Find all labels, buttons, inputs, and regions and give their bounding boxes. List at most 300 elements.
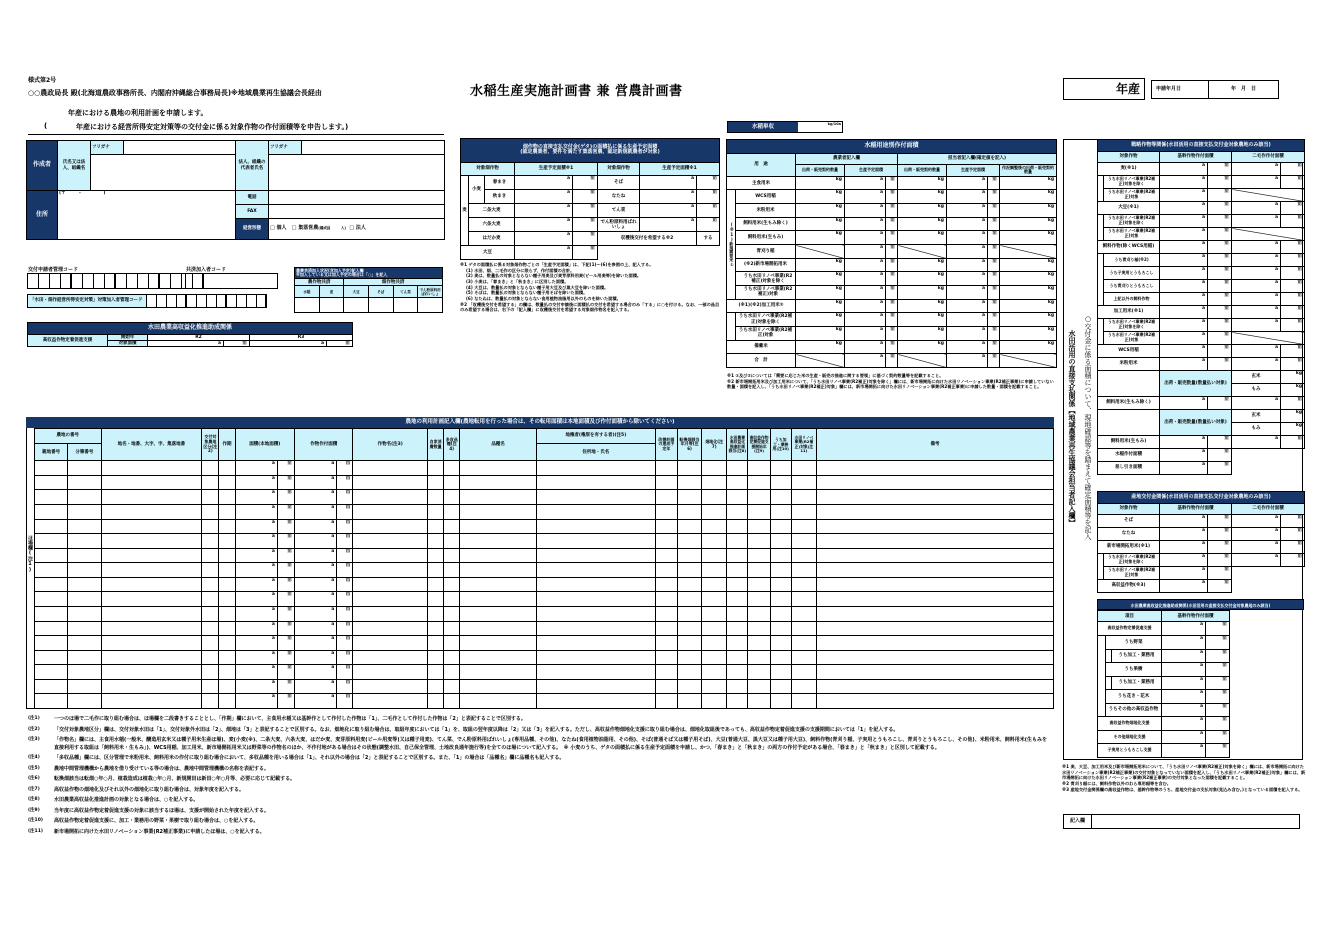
- code-digit-box[interactable]: [197, 294, 207, 308]
- land-cell[interactable]: [727, 636, 748, 651]
- land-cell[interactable]: [68, 650, 101, 665]
- code-digit-box[interactable]: [237, 294, 247, 308]
- land-cell[interactable]: [791, 461, 816, 476]
- code-digit-box[interactable]: [149, 273, 160, 289]
- land-cell[interactable]: [748, 490, 770, 505]
- land-cell[interactable]: [101, 592, 202, 607]
- land-cell[interactable]: [702, 592, 727, 607]
- land-cell[interactable]: [101, 519, 202, 534]
- geta-left-m2[interactable]: ㎡: [573, 232, 598, 246]
- kosyu-base-a[interactable]: a: [1162, 703, 1206, 717]
- senryaku-base-a[interactable]: a: [1160, 280, 1208, 293]
- kosyu-base-m2[interactable]: ㎡: [1206, 690, 1230, 704]
- land-cell[interactable]: [770, 548, 791, 563]
- senryaku-base-m2[interactable]: ㎡: [1208, 163, 1232, 176]
- suito-m2[interactable]: ㎡: [988, 272, 1000, 286]
- land-area-m2[interactable]: ㎡: [337, 679, 353, 694]
- kosyu-base-a[interactable]: a: [1162, 663, 1206, 677]
- land-cell[interactable]: [727, 606, 748, 621]
- senryaku-base-a[interactable]: a: [1160, 228, 1208, 241]
- insurance-input[interactable]: [344, 298, 369, 313]
- sanchi-second-m2[interactable]: ㎡: [1281, 515, 1305, 528]
- suito-kg[interactable]: kg: [796, 231, 845, 245]
- geta-left-m2[interactable]: ㎡: [573, 218, 598, 232]
- land-cell[interactable]: [702, 563, 727, 578]
- land-cell[interactable]: [460, 563, 537, 578]
- code-digit-box[interactable]: [105, 273, 116, 289]
- land-cell[interactable]: [353, 475, 428, 490]
- land-cell[interactable]: [655, 694, 677, 709]
- land-cell[interactable]: [219, 592, 235, 607]
- insurance-input[interactable]: [418, 298, 443, 313]
- kosyu-base-m2[interactable]: ㎡: [1206, 717, 1230, 731]
- senryaku-second-m2[interactable]: ㎡: [1281, 215, 1305, 228]
- suito-m2[interactable]: ㎡: [886, 272, 898, 286]
- land-cell[interactable]: [536, 461, 655, 476]
- land-area-m2[interactable]: ㎡: [277, 679, 294, 694]
- land-cell[interactable]: [219, 665, 235, 680]
- land-area-m2[interactable]: ㎡: [337, 548, 353, 563]
- land-cell[interactable]: [748, 505, 770, 520]
- land-cell[interactable]: [68, 636, 101, 651]
- suito-m2[interactable]: ㎡: [988, 217, 1000, 231]
- suito-a[interactable]: a: [845, 354, 886, 368]
- land-cell[interactable]: [702, 665, 727, 680]
- geta-right-m2[interactable]: ㎡: [697, 176, 720, 190]
- land-cell[interactable]: [428, 461, 444, 476]
- land-cell[interactable]: [727, 461, 748, 476]
- geta-right-m2[interactable]: ㎡: [697, 218, 720, 232]
- land-cell[interactable]: [202, 475, 219, 490]
- senryaku-second-m2[interactable]: ㎡: [1281, 267, 1305, 280]
- land-cell[interactable]: [727, 490, 748, 505]
- land-area-a[interactable]: a: [235, 548, 277, 563]
- land-cell[interactable]: [202, 563, 219, 578]
- land-cell[interactable]: [101, 490, 202, 505]
- address-input[interactable]: [58, 191, 236, 240]
- land-cell[interactable]: [655, 650, 677, 665]
- land-cell[interactable]: [817, 505, 1054, 520]
- suito-kg[interactable]: kg: [898, 272, 947, 286]
- land-cell[interactable]: [460, 490, 537, 505]
- land-area-a[interactable]: a: [294, 621, 336, 636]
- land-cell[interactable]: [460, 665, 537, 680]
- geta-right-a[interactable]: a: [640, 190, 697, 204]
- land-cell[interactable]: [460, 534, 537, 549]
- land-cell[interactable]: [35, 548, 68, 563]
- land-cell[interactable]: [444, 665, 460, 680]
- geta-left-a[interactable]: a: [515, 232, 573, 246]
- land-area-a[interactable]: a: [235, 636, 277, 651]
- land-cell[interactable]: [460, 505, 537, 520]
- land-area-a[interactable]: a: [294, 577, 336, 592]
- suito-m2[interactable]: ㎡: [886, 340, 898, 354]
- land-cell[interactable]: [353, 519, 428, 534]
- land-cell[interactable]: [353, 548, 428, 563]
- land-cell[interactable]: [677, 694, 701, 709]
- land-cell[interactable]: [677, 475, 701, 490]
- insurance-input[interactable]: [368, 298, 393, 313]
- senryaku-base-a[interactable]: a: [1160, 267, 1208, 280]
- land-area-a[interactable]: a: [294, 665, 336, 680]
- kosyu-base-a[interactable]: a: [1162, 744, 1206, 758]
- land-cell[interactable]: [460, 694, 537, 709]
- land-cell[interactable]: [748, 475, 770, 490]
- land-cell[interactable]: [35, 592, 68, 607]
- land-cell[interactable]: [353, 534, 428, 549]
- land-cell[interactable]: [817, 490, 1054, 505]
- kosyu-base-m2[interactable]: ㎡: [1206, 744, 1230, 758]
- land-cell[interactable]: [791, 505, 816, 520]
- senryaku-base-m2[interactable]: ㎡: [1208, 176, 1232, 189]
- geta-left-a[interactable]: a: [515, 218, 573, 232]
- suito-m2[interactable]: ㎡: [886, 231, 898, 245]
- senryaku-base-m2[interactable]: ㎡: [1208, 319, 1232, 332]
- land-area-m2[interactable]: ㎡: [277, 636, 294, 651]
- suito-m2[interactable]: ㎡: [988, 354, 1000, 368]
- suito-kg[interactable]: kg: [796, 190, 845, 204]
- land-cell[interactable]: [770, 621, 791, 636]
- land-cell[interactable]: [817, 548, 1054, 563]
- geta-left-m2[interactable]: ㎡: [573, 190, 598, 204]
- land-cell[interactable]: [817, 577, 1054, 592]
- land-area-a[interactable]: a: [235, 519, 277, 534]
- kosyu-base-a[interactable]: a: [1162, 717, 1206, 731]
- land-area-a[interactable]: a: [235, 694, 277, 709]
- land-cell[interactable]: [655, 505, 677, 520]
- geta-left-a[interactable]: a: [515, 190, 573, 204]
- suito-kg[interactable]: kg: [898, 340, 947, 354]
- senryaku-second-m2[interactable]: ㎡: [1281, 254, 1305, 267]
- sanchi-base-m2[interactable]: ㎡: [1208, 515, 1232, 528]
- suito-a[interactable]: a: [845, 217, 886, 231]
- suito-kg[interactable]: kg: [796, 313, 845, 327]
- applicant-code-input[interactable]: [27, 273, 204, 289]
- suito-kg[interactable]: kg: [796, 286, 845, 300]
- land-area-a[interactable]: a: [294, 461, 336, 476]
- senryaku-base-m2[interactable]: ㎡: [1208, 267, 1232, 280]
- senryaku-base-a[interactable]: a: [1160, 306, 1208, 319]
- suito-m2[interactable]: ㎡: [886, 258, 898, 272]
- suito-kg[interactable]: kg: [796, 299, 845, 313]
- land-cell[interactable]: [428, 606, 444, 621]
- checkbox-corp[interactable]: □: [349, 224, 355, 231]
- land-cell[interactable]: [353, 679, 428, 694]
- senryaku-base-m2[interactable]: ㎡: [1208, 462, 1232, 475]
- land-cell[interactable]: [444, 563, 460, 578]
- land-cell[interactable]: [202, 461, 219, 476]
- land-cell[interactable]: [770, 650, 791, 665]
- senryaku-second-m2[interactable]: ㎡: [1281, 306, 1305, 319]
- sanchi-second-m2[interactable]: ㎡: [1281, 554, 1305, 567]
- land-cell[interactable]: [101, 505, 202, 520]
- land-cell[interactable]: [68, 534, 101, 549]
- land-cell[interactable]: [460, 636, 537, 651]
- land-cell[interactable]: [702, 475, 727, 490]
- code-digit-box[interactable]: [138, 273, 149, 289]
- land-cell[interactable]: [460, 519, 537, 534]
- land-cell[interactable]: [444, 679, 460, 694]
- land-cell[interactable]: [702, 519, 727, 534]
- land-cell[interactable]: [219, 621, 235, 636]
- r3-area-a[interactable]: a: [250, 341, 327, 347]
- sanchi-base-a[interactable]: a: [1160, 554, 1208, 567]
- land-cell[interactable]: [727, 519, 748, 534]
- land-cell[interactable]: [536, 694, 655, 709]
- land-cell[interactable]: [677, 534, 701, 549]
- land-cell[interactable]: [536, 650, 655, 665]
- senryaku-second-a[interactable]: a: [1232, 345, 1281, 358]
- land-cell[interactable]: [748, 694, 770, 709]
- land-cell[interactable]: [68, 490, 101, 505]
- land-cell[interactable]: [428, 636, 444, 651]
- senryaku-second-m2[interactable]: ㎡: [1281, 358, 1305, 371]
- land-cell[interactable]: [817, 592, 1054, 607]
- land-cell[interactable]: [202, 592, 219, 607]
- suito-m2[interactable]: ㎡: [886, 245, 898, 259]
- code-digit-box[interactable]: [207, 294, 217, 308]
- suito-a[interactable]: a: [947, 313, 988, 327]
- suito-m2[interactable]: ㎡: [886, 354, 898, 368]
- suito-kg[interactable]: kg: [898, 231, 947, 245]
- sanchi-base-a[interactable]: a: [1160, 515, 1208, 528]
- suito-a[interactable]: a: [845, 326, 886, 340]
- land-cell[interactable]: [702, 505, 727, 520]
- land-cell[interactable]: [101, 665, 202, 680]
- suito-a[interactable]: a: [845, 286, 886, 300]
- land-cell[interactable]: [655, 534, 677, 549]
- land-cell[interactable]: [536, 606, 655, 621]
- land-cell[interactable]: [770, 577, 791, 592]
- land-cell[interactable]: [219, 636, 235, 651]
- land-cell[interactable]: [444, 606, 460, 621]
- suito-kg[interactable]: kg: [796, 326, 845, 340]
- land-cell[interactable]: [702, 621, 727, 636]
- land-cell[interactable]: [35, 519, 68, 534]
- land-cell[interactable]: [770, 665, 791, 680]
- suito-m2[interactable]: ㎡: [988, 190, 1000, 204]
- code-digit-box[interactable]: [39, 273, 50, 289]
- sanchi-base-a[interactable]: a: [1160, 541, 1208, 554]
- land-cell[interactable]: [428, 519, 444, 534]
- land-cell[interactable]: [35, 679, 68, 694]
- land-cell[interactable]: [444, 621, 460, 636]
- senryaku-base-m2[interactable]: ㎡: [1208, 332, 1232, 345]
- land-area-m2[interactable]: ㎡: [277, 650, 294, 665]
- land-cell[interactable]: [677, 650, 701, 665]
- land-cell[interactable]: [655, 490, 677, 505]
- land-cell[interactable]: [68, 475, 101, 490]
- land-cell[interactable]: [817, 519, 1054, 534]
- land-cell[interactable]: [202, 694, 219, 709]
- geta-left-a[interactable]: a: [515, 176, 573, 190]
- land-cell[interactable]: [460, 606, 537, 621]
- genmai-kg[interactable]: kg: [1281, 410, 1305, 423]
- senryaku-second-a[interactable]: a: [1232, 267, 1281, 280]
- land-cell[interactable]: [727, 665, 748, 680]
- land-cell[interactable]: [791, 621, 816, 636]
- suito-a[interactable]: a: [845, 190, 886, 204]
- geta-right-a[interactable]: a: [640, 204, 697, 218]
- land-cell[interactable]: [677, 606, 701, 621]
- senryaku-second-m2[interactable]: ㎡: [1281, 280, 1305, 293]
- suito-kg[interactable]: kg: [1000, 313, 1057, 327]
- land-cell[interactable]: [791, 577, 816, 592]
- land-cell[interactable]: [655, 606, 677, 621]
- senryaku-second-m2[interactable]: ㎡: [1281, 163, 1305, 176]
- land-cell[interactable]: [677, 563, 701, 578]
- suito-kg[interactable]: kg: [898, 204, 947, 218]
- mutual-code-input[interactable]: [185, 273, 278, 289]
- land-cell[interactable]: [353, 461, 428, 476]
- geta-left-a[interactable]: a: [515, 204, 573, 218]
- suito-m2[interactable]: ㎡: [886, 176, 898, 190]
- land-cell[interactable]: [536, 679, 655, 694]
- land-cell[interactable]: [353, 577, 428, 592]
- insurance-input[interactable]: [393, 298, 418, 313]
- land-cell[interactable]: [444, 505, 460, 520]
- land-cell[interactable]: [353, 636, 428, 651]
- suito-kg[interactable]: kg: [796, 204, 845, 218]
- land-cell[interactable]: [219, 505, 235, 520]
- senryaku-second-m2[interactable]: ㎡: [1281, 345, 1305, 358]
- senryaku-second-a[interactable]: a: [1232, 215, 1281, 228]
- momi-kg[interactable]: kg: [1281, 423, 1305, 436]
- senryaku-second-m2[interactable]: ㎡: [1281, 202, 1305, 215]
- land-area-a[interactable]: a: [294, 636, 336, 651]
- land-cell[interactable]: [677, 636, 701, 651]
- kosyu-base-m2[interactable]: ㎡: [1206, 676, 1230, 690]
- senryaku-base-a[interactable]: a: [1160, 345, 1208, 358]
- land-area-a[interactable]: a: [235, 606, 277, 621]
- land-cell[interactable]: [460, 548, 537, 563]
- land-cell[interactable]: [677, 519, 701, 534]
- land-cell[interactable]: [101, 548, 202, 563]
- land-cell[interactable]: [68, 621, 101, 636]
- land-cell[interactable]: [353, 665, 428, 680]
- land-area-m2[interactable]: ㎡: [277, 534, 294, 549]
- geta-left-m2[interactable]: ㎡: [573, 176, 598, 190]
- suito-kg[interactable]: kg: [1000, 286, 1057, 300]
- land-cell[interactable]: [101, 563, 202, 578]
- land-area-m2[interactable]: ㎡: [337, 490, 353, 505]
- suito-kg[interactable]: kg: [1000, 231, 1057, 245]
- senryaku-second-a[interactable]: a: [1232, 176, 1281, 189]
- senryaku-base-a[interactable]: a: [1160, 449, 1208, 462]
- land-cell[interactable]: [791, 548, 816, 563]
- land-cell[interactable]: [68, 563, 101, 578]
- land-area-a[interactable]: a: [235, 490, 277, 505]
- land-cell[interactable]: [770, 679, 791, 694]
- land-cell[interactable]: [748, 534, 770, 549]
- land-area-a[interactable]: a: [294, 519, 336, 534]
- suito-m2[interactable]: ㎡: [988, 286, 1000, 300]
- suito-a[interactable]: a: [845, 245, 886, 259]
- land-cell[interactable]: [202, 636, 219, 651]
- senryaku-base-m2[interactable]: ㎡: [1208, 241, 1232, 254]
- land-area-m2[interactable]: ㎡: [337, 534, 353, 549]
- land-cell[interactable]: [817, 650, 1054, 665]
- land-cell[interactable]: [428, 563, 444, 578]
- code-digit-box[interactable]: [227, 294, 237, 308]
- land-cell[interactable]: [655, 475, 677, 490]
- suito-kg[interactable]: kg: [796, 258, 845, 272]
- land-cell[interactable]: [702, 490, 727, 505]
- land-cell[interactable]: [770, 505, 791, 520]
- code-digit-box[interactable]: [61, 273, 72, 289]
- suito-a[interactable]: a: [845, 340, 886, 354]
- code-digit-box[interactable]: [28, 273, 39, 289]
- suito-kg[interactable]: kg: [898, 326, 947, 340]
- land-cell[interactable]: [702, 636, 727, 651]
- land-cell[interactable]: [444, 490, 460, 505]
- senryaku-second-a[interactable]: a: [1232, 358, 1281, 371]
- land-cell[interactable]: [35, 650, 68, 665]
- land-cell[interactable]: [219, 461, 235, 476]
- land-cell[interactable]: [727, 592, 748, 607]
- sanchi-base-m2[interactable]: ㎡: [1208, 554, 1232, 567]
- land-cell[interactable]: [536, 534, 655, 549]
- land-area-m2[interactable]: ㎡: [337, 461, 353, 476]
- yield-input[interactable]: kg/10a: [827, 122, 841, 126]
- land-cell[interactable]: [702, 461, 727, 476]
- code-digit-box[interactable]: [187, 294, 197, 308]
- land-cell[interactable]: [35, 636, 68, 651]
- land-cell[interactable]: [677, 505, 701, 520]
- senryaku-second-m2[interactable]: ㎡: [1281, 436, 1305, 449]
- suito-m2[interactable]: ㎡: [988, 258, 1000, 272]
- land-cell[interactable]: [219, 475, 235, 490]
- land-area-m2[interactable]: ㎡: [277, 563, 294, 578]
- land-area-m2[interactable]: ㎡: [337, 505, 353, 520]
- suito-kg[interactable]: kg: [1000, 299, 1057, 313]
- sanchi-second-m2[interactable]: ㎡: [1281, 528, 1305, 541]
- land-cell[interactable]: [353, 606, 428, 621]
- land-area-a[interactable]: a: [235, 475, 277, 490]
- land-cell[interactable]: [428, 534, 444, 549]
- land-cell[interactable]: [791, 606, 816, 621]
- land-cell[interactable]: [791, 592, 816, 607]
- land-cell[interactable]: [770, 534, 791, 549]
- land-cell[interactable]: [68, 577, 101, 592]
- land-area-m2[interactable]: ㎡: [277, 621, 294, 636]
- land-cell[interactable]: [770, 592, 791, 607]
- land-area-m2[interactable]: ㎡: [277, 475, 294, 490]
- code-digit-box[interactable]: [94, 273, 105, 289]
- land-cell[interactable]: [655, 461, 677, 476]
- suito-kg[interactable]: kg: [898, 190, 947, 204]
- land-area-a[interactable]: a: [294, 534, 336, 549]
- land-cell[interactable]: [428, 694, 444, 709]
- land-cell[interactable]: [35, 505, 68, 520]
- land-cell[interactable]: [791, 563, 816, 578]
- land-cell[interactable]: [68, 519, 101, 534]
- land-cell[interactable]: [727, 650, 748, 665]
- land-cell[interactable]: [202, 621, 219, 636]
- land-area-m2[interactable]: ㎡: [277, 592, 294, 607]
- kosyu-base-m2[interactable]: ㎡: [1206, 636, 1230, 650]
- land-cell[interactable]: [444, 650, 460, 665]
- land-area-a[interactable]: a: [235, 679, 277, 694]
- land-cell[interactable]: [68, 679, 101, 694]
- kosyu-base-m2[interactable]: ㎡: [1206, 663, 1230, 677]
- r3-area-m2[interactable]: ㎡: [327, 341, 353, 347]
- suito-kg[interactable]: kg: [898, 176, 947, 190]
- land-cell[interactable]: [460, 577, 537, 592]
- senryaku-base-a[interactable]: a: [1160, 462, 1208, 475]
- senryaku-base-a[interactable]: a: [1160, 215, 1208, 228]
- apply-date-value[interactable]: 年 月 日: [1230, 86, 1256, 92]
